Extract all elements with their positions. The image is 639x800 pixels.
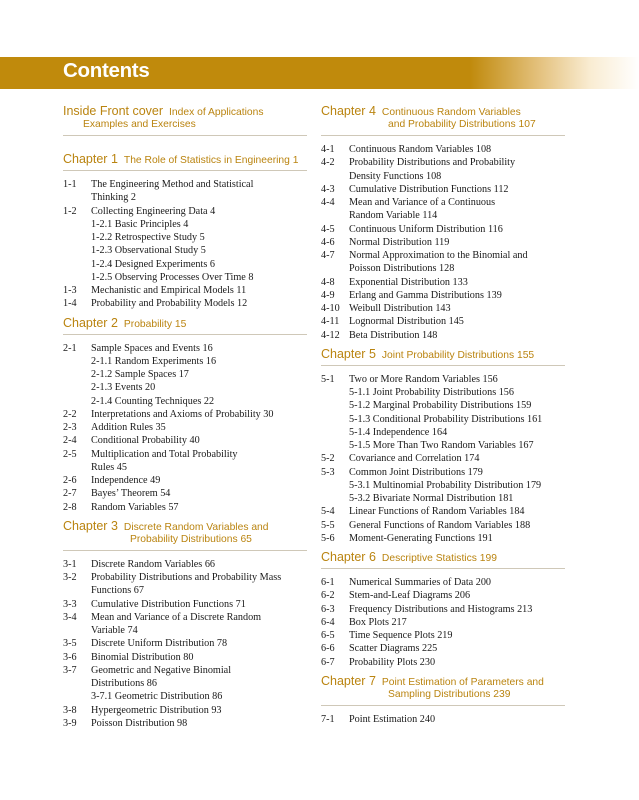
- section-number: 1-3: [63, 285, 77, 296]
- section-title: Probability Distributions and Probability Mass: [91, 572, 282, 583]
- chapter-label: Chapter 1: [63, 152, 118, 166]
- toc-entry[interactable]: [63, 651, 307, 664]
- section-number: 3-6: [63, 651, 77, 663]
- section-number: 4-11: [321, 316, 340, 328]
- section-number: 4-5: [321, 223, 335, 235]
- section-number: 2-5: [63, 448, 77, 460]
- toc-entry[interactable]: [321, 616, 565, 629]
- section-number: 5-1: [321, 373, 335, 385]
- section-title: Beta Distribution 148: [349, 329, 438, 341]
- section-title: Moment-Generating Functions 191: [349, 532, 493, 544]
- toc-subentry[interactable]: 5-1.5 More Than Two Random Variables 167: [349, 440, 534, 451]
- section-number: 4-8: [321, 276, 335, 288]
- toc-entry[interactable]: [321, 466, 565, 479]
- toc-subentry[interactable]: 5-3.2 Bivariate Normal Distribution 181: [349, 493, 514, 504]
- chapter-7-entries: [321, 713, 565, 726]
- toc-entry[interactable]: [321, 629, 565, 642]
- section-number: 5-4: [321, 506, 335, 518]
- section-title: Exponential Distribution 133: [349, 276, 468, 288]
- section-number: 4-9: [321, 289, 335, 301]
- section-title: Probability Plots 230: [349, 656, 436, 668]
- toc-entry[interactable]: [321, 156, 565, 169]
- section-title: Mean and Variance of a Continuous: [349, 197, 496, 208]
- toc-entry[interactable]: [63, 664, 307, 677]
- toc-subentry[interactable]: 5-3.1 Multinomial Probability Distribution 179: [349, 479, 542, 491]
- section-title-continued: Variable 74: [91, 625, 138, 636]
- toc-entry[interactable]: [63, 637, 307, 650]
- section-title: Numerical Summaries of Data 200: [349, 577, 492, 588]
- toc-entry[interactable]: [321, 143, 565, 156]
- section-number: 4-4: [321, 197, 335, 208]
- chapter-title-line2: Probability Distributions 65: [130, 533, 252, 545]
- toc-entry[interactable]: [321, 329, 565, 342]
- section-number: 7-1: [321, 713, 335, 725]
- section-number: 5-3: [321, 466, 335, 478]
- chapter-3-entries: [63, 558, 307, 730]
- section-title: Independence 49: [91, 475, 161, 486]
- section-number: 3-2: [63, 572, 77, 583]
- section-title: Geometric and Negative Binomial: [91, 664, 232, 676]
- toc-entry[interactable]: [321, 196, 565, 209]
- section-title: Probability Distributions and Probability: [349, 157, 516, 169]
- section-title: Mean and Variance of a Discrete Random: [91, 611, 262, 623]
- chapter-label: Chapter 5: [321, 346, 376, 361]
- section-title: Poisson Distribution 98: [91, 717, 188, 729]
- chapter-label: Chapter 3: [63, 518, 118, 533]
- toc-entry[interactable]: [321, 505, 565, 518]
- toc-entry[interactable]: [63, 704, 307, 717]
- toc-entry[interactable]: [321, 302, 565, 315]
- toc-entry[interactable]: [321, 276, 565, 289]
- section-number: 1-4: [63, 298, 77, 310]
- section-number: 6-7: [321, 656, 335, 668]
- chapter-title-line2: and Probability Distributions 107: [388, 119, 536, 130]
- toc-subentry[interactable]: 1-2.3 Observational Study 5: [91, 245, 206, 257]
- toc-entry[interactable]: [321, 589, 565, 602]
- section-number: 2-3: [63, 422, 77, 433]
- toc-entry[interactable]: [63, 297, 307, 310]
- section-title-continued: Functions 67: [91, 585, 144, 597]
- section-number: 3-8: [63, 704, 77, 716]
- chapter-7-heading[interactable]: [321, 674, 565, 706]
- section-number: 6-6: [321, 643, 335, 655]
- section-title-continued: Distributions 86: [91, 678, 157, 689]
- chapter-title-line2: Sampling Distributions 239: [388, 688, 511, 700]
- section-title: Discrete Random Variables 66: [91, 558, 216, 570]
- page-title: Contents: [63, 59, 150, 82]
- section-number: 5-5: [321, 519, 335, 531]
- section-title: Frequency Distributions and Histograms 213: [349, 603, 533, 615]
- section-title: Point Estimation 240: [349, 713, 436, 725]
- section-title: Erlang and Gamma Distributions 139: [349, 289, 502, 301]
- section-title: Normal Distribution 119: [349, 236, 450, 248]
- section-title-continued: Random Variable 114: [349, 210, 438, 222]
- section-number: 4-6: [321, 236, 335, 248]
- section-number: 4-3: [321, 183, 335, 195]
- section-title: Bayes’ Theorem 54: [91, 488, 171, 500]
- chapter-4-entries: [321, 143, 565, 342]
- section-title: Conditional Probability 40: [91, 435, 200, 447]
- section-title: Time Sequence Plots 219: [349, 630, 453, 641]
- toc-subentry[interactable]: 5-1.1 Joint Probability Distributions 156: [349, 387, 514, 398]
- toc-entry[interactable]: [63, 434, 307, 447]
- toc-entry[interactable]: [63, 342, 307, 355]
- toc-entry[interactable]: [321, 519, 565, 532]
- section-number: 3-3: [63, 598, 77, 610]
- toc-entry[interactable]: [63, 421, 307, 434]
- toc-entry[interactable]: [321, 249, 565, 262]
- right-column: [321, 104, 565, 726]
- toc-entry[interactable]: [321, 289, 565, 302]
- section-title: Scatter Diagrams 225: [349, 643, 438, 655]
- left-column: [63, 104, 307, 730]
- toc-entry[interactable]: [63, 717, 307, 730]
- section-title: Continuous Random Variables 108: [349, 144, 492, 155]
- section-title: Linear Functions of Random Variables 184: [349, 506, 525, 518]
- toc-entry[interactable]: [63, 571, 307, 584]
- section-number: 3-5: [63, 638, 77, 650]
- toc-entry[interactable]: [63, 611, 307, 624]
- section-number: 5-6: [321, 532, 335, 544]
- section-number: 3-4: [63, 611, 77, 623]
- section-title-continued: Poisson Distributions 128: [349, 263, 455, 275]
- section-number: 2-7: [63, 488, 77, 500]
- chapter-title: The Role of Statistics in Engineering 1: [123, 155, 299, 166]
- toc-subentry[interactable]: 2-1.1 Random Experiments 16: [91, 355, 217, 367]
- section-title: Hypergeometric Distribution 93: [91, 704, 222, 716]
- toc-entry[interactable]: [63, 487, 307, 500]
- chapter-5-heading[interactable]: [321, 347, 565, 366]
- toc-subentry[interactable]: 1-2.2 Retrospective Study 5: [91, 232, 205, 243]
- front-cover-title: Index of Applications: [169, 107, 264, 118]
- toc-entry[interactable]: [321, 315, 565, 328]
- section-number: 5-2: [321, 453, 335, 465]
- section-number: 2-6: [63, 475, 77, 486]
- chapter-4-heading[interactable]: [321, 104, 565, 136]
- chapter-title: Continuous Random Variables: [381, 107, 521, 118]
- toc-entry[interactable]: [321, 603, 565, 616]
- section-title: Random Variables 57: [91, 501, 179, 513]
- section-title: Common Joint Distributions 179: [349, 466, 483, 478]
- chapter-title: Probability 15: [123, 318, 187, 330]
- toc-entry[interactable]: [63, 558, 307, 571]
- section-title: Sample Spaces and Events 16: [91, 342, 213, 354]
- toc-subentry[interactable]: 1-2.1 Basic Principles 4: [91, 218, 189, 230]
- toc-entry[interactable]: [321, 713, 565, 726]
- section-number: 6-5: [321, 630, 335, 641]
- section-number: 1-2: [63, 205, 77, 217]
- chapter-1-entries: [63, 178, 307, 311]
- section-number: 2-8: [63, 501, 77, 513]
- toc-entry[interactable]: [63, 205, 307, 218]
- toc-subentry[interactable]: 1-2.5 Observing Processes Over Time 8: [91, 271, 254, 283]
- section-title-continued: Thinking 2: [91, 192, 136, 204]
- section-title: Probability and Probability Models 12: [91, 298, 248, 310]
- section-title: Addition Rules 35: [91, 422, 166, 433]
- chapter-label: Chapter 2: [63, 315, 118, 330]
- section-number: 2-1: [63, 342, 77, 354]
- chapter-title: Discrete Random Variables and: [123, 521, 269, 533]
- section-number: 4-1: [321, 144, 335, 155]
- section-title-continued: Density Functions 108: [349, 170, 442, 182]
- section-title: General Functions of Random Variables 188: [349, 519, 531, 531]
- chapter-title: Descriptive Statistics 199: [381, 553, 497, 564]
- toc-subentry[interactable]: 5-1.2 Marginal Probability Distributions 159: [349, 400, 532, 412]
- toc-entry[interactable]: [321, 373, 565, 386]
- toc-entry[interactable]: [63, 284, 307, 297]
- chapter-3-heading[interactable]: [63, 519, 307, 551]
- section-title: Lognormal Distribution 145: [349, 316, 464, 328]
- section-title: Mechanistic and Empirical Models 11: [91, 285, 247, 296]
- section-title: Cumulative Distribution Functions 112: [349, 183, 509, 195]
- section-number: 1-1: [63, 179, 77, 190]
- toc-entry[interactable]: [63, 474, 307, 487]
- section-title: Box Plots 217: [349, 616, 407, 628]
- section-number: 2-4: [63, 435, 77, 447]
- section-title-continued: Rules 45: [91, 461, 127, 473]
- chapter-title: Point Estimation of Parameters and: [381, 676, 544, 688]
- toc-entry[interactable]: [63, 408, 307, 421]
- section-title: The Engineering Method and Statistical: [91, 179, 254, 190]
- toc-entry[interactable]: [321, 576, 565, 589]
- chapter-2-heading[interactable]: [63, 316, 307, 335]
- toc-subentry[interactable]: 2-1.2 Sample Spaces 17: [91, 369, 189, 380]
- section-number: 4-10: [321, 303, 340, 314]
- chapter-label: Chapter 4: [321, 104, 376, 118]
- front-cover-label: Inside Front cover: [63, 104, 164, 118]
- section-title: Normal Approximation to the Binomial and: [349, 250, 528, 261]
- section-number: 6-4: [321, 616, 335, 628]
- toc-subentry[interactable]: 2-1.3 Events 20: [91, 382, 156, 394]
- section-number: 3-9: [63, 717, 77, 729]
- toc-subentry[interactable]: 5-1.4 Independence 164: [349, 426, 448, 438]
- toc-entry[interactable]: [321, 532, 565, 545]
- section-title: Multiplication and Total Probability: [91, 448, 238, 460]
- section-title: Cumulative Distribution Functions 71: [91, 598, 246, 610]
- section-number: 6-1: [321, 577, 335, 588]
- toc-entry[interactable]: [321, 656, 565, 669]
- toc-entry[interactable]: [321, 642, 565, 655]
- toc-subentry[interactable]: 3-7.1 Geometric Distribution 86: [91, 691, 223, 703]
- section-title: Collecting Engineering Data 4: [91, 205, 216, 217]
- chapter-2-entries: [63, 342, 307, 514]
- toc-subentry[interactable]: 1-2.4 Designed Experiments 6: [91, 258, 215, 270]
- section-number: 6-3: [321, 603, 335, 615]
- chapter-6-heading[interactable]: [321, 550, 565, 569]
- section-title: Covariance and Correlation 174: [349, 453, 480, 465]
- toc-entry[interactable]: [321, 236, 565, 249]
- toc-subentry[interactable]: 5-1.3 Conditional Probability Distributions 161: [349, 413, 543, 425]
- toc-entry[interactable]: [321, 223, 565, 236]
- section-number: 2-2: [63, 408, 77, 420]
- chapter-1-heading[interactable]: [63, 152, 307, 171]
- chapter-label: Chapter 6: [321, 550, 376, 564]
- toc-entry[interactable]: [63, 178, 307, 191]
- section-title: Binomial Distribution 80: [91, 651, 194, 663]
- section-number: 4-2: [321, 157, 335, 169]
- section-number: 3-1: [63, 558, 77, 570]
- chapter-label: Chapter 7: [321, 673, 376, 688]
- toc-entry[interactable]: [63, 501, 307, 514]
- section-title: Weibull Distribution 143: [349, 303, 451, 314]
- toc-subentry[interactable]: 2-1.4 Counting Techniques 22: [91, 395, 215, 407]
- section-title: Two or More Random Variables 156: [349, 373, 498, 385]
- section-title: Discrete Uniform Distribution 78: [91, 638, 228, 650]
- section-title: Stem-and-Leaf Diagrams 206: [349, 590, 471, 602]
- section-title: Interpretations and Axioms of Probability 30: [91, 408, 274, 420]
- toc-entry[interactable]: [321, 183, 565, 196]
- section-title: Continuous Uniform Distribution 116: [349, 223, 503, 235]
- front-cover-heading: [63, 104, 307, 136]
- toc-entry[interactable]: [63, 448, 307, 461]
- front-cover-title-line2: Examples and Exercises: [83, 119, 196, 130]
- toc-entry[interactable]: [63, 598, 307, 611]
- section-number: 3-7: [63, 664, 77, 676]
- toc-entry[interactable]: [321, 452, 565, 465]
- chapter-6-entries: [321, 576, 565, 669]
- section-number: 4-12: [321, 329, 340, 341]
- section-number: 6-2: [321, 590, 335, 602]
- chapter-title: Joint Probability Distributions 155: [381, 349, 535, 361]
- section-number: 4-7: [321, 250, 335, 261]
- chapter-5-entries: [321, 373, 565, 545]
